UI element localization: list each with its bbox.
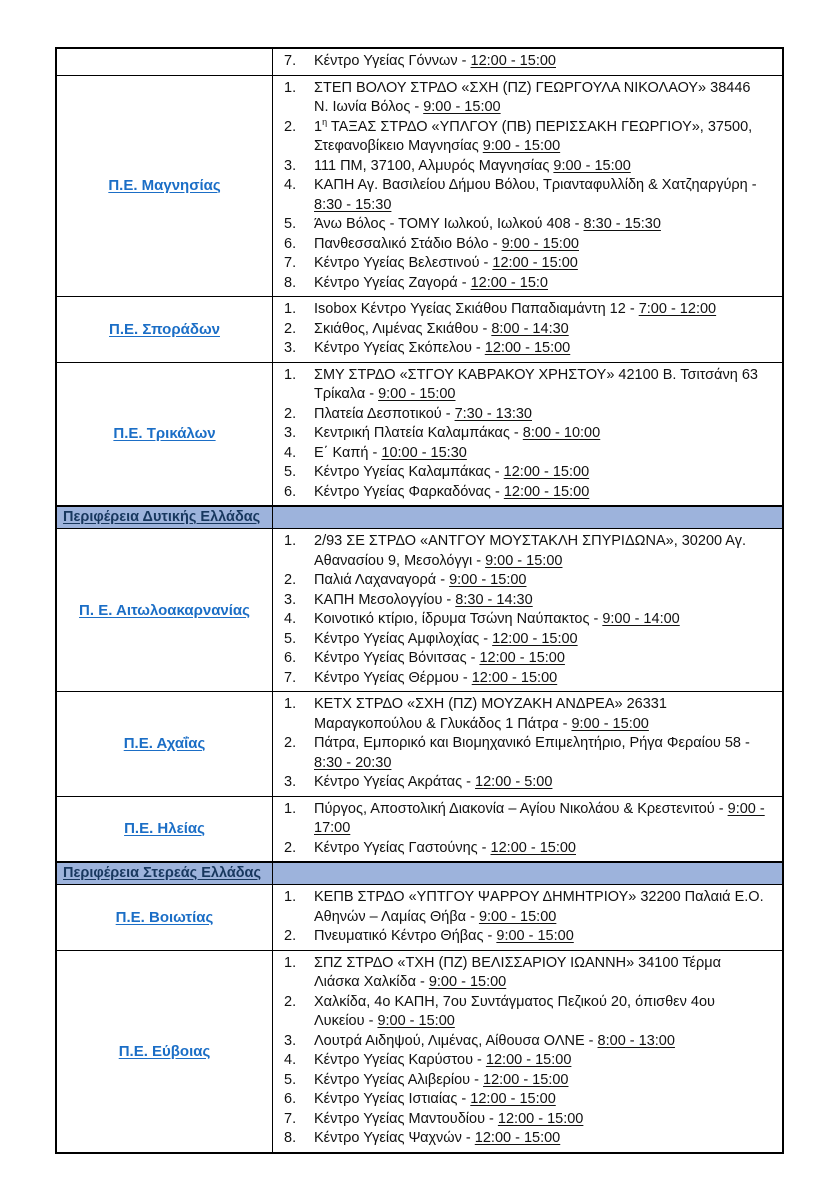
health-centers-table [55,47,784,1154]
list-item-text [314,254,776,274]
list-item [273,1051,776,1071]
list-item-text [314,839,776,859]
list-item-text [314,773,776,793]
list-item-text [314,79,776,118]
opening-hours: 9:00 - 15:00 [485,552,563,569]
location-text: ΚΕΤΧ ΣΤΡΔΟ «ΣΧΗ (ΠΖ) ΜΟΥΖΑΚΗ ΑΝΔΡΕΑ» 26331 Μαραγκοπούλου & Γλυκάδος 1 Πάτρα - [314,696,667,732]
list-item-text [314,630,776,650]
opening-hours: 12:00 - 5:00 [475,774,553,790]
region-header-spacer [273,863,782,884]
location-text: Κέντρο Υγείας Ζαγορά - [314,274,471,291]
list-item-number: 6. [284,235,297,252]
list-item-number: 2. [284,993,297,1010]
list-item [273,1071,776,1091]
list-item-number: 8. [284,274,297,291]
location-text: Κέντρο Υγείας Αλιβερίου - [314,1071,484,1088]
list-item [273,79,776,118]
list-item [273,366,776,405]
opening-hours: 9:00 - 17:00 [314,800,765,836]
list-item-number: 7. [284,1110,297,1127]
list-item-number: 3. [284,157,297,174]
opening-hours: 12:00 - 15:00 [503,483,590,500]
location-text: Κέντρο Υγείας Ακράτας - [314,774,476,790]
list-item-number: 1. [284,889,297,905]
location-text: Κέντρο Υγείας Καρύστου - [314,1052,486,1068]
list-item-number: 1. [284,301,297,317]
list-item [273,993,776,1032]
opening-hours: 12:00 - 15:00 [474,1130,561,1146]
location-text: Κέντρο Υγείας Ιστιαίας - [314,1091,471,1107]
region-header-cell [57,863,273,884]
list-item [273,215,776,235]
region-link[interactable]: Π.Ε. Μαγνησίας [108,177,221,195]
list-item [273,176,776,215]
list-item [273,405,776,425]
locations-list [273,797,782,862]
location-text: Κέντρο Υγείας Ψαχνών - [314,1130,475,1146]
region-name-cell [57,76,273,297]
list-item-text [314,649,776,669]
location-text: ΤΑΞΑΣ ΣΤΡΔΟ «ΥΠΛΓΟΥ (ΠΒ) ΠΕΡΙΣΣΑΚΗ ΓΕΩΡΓΙΟΥ», 37500, Στεφανοβίκειο Μαγνησίας [314,118,753,154]
list-item [273,800,776,839]
list-item-number: 5. [284,464,297,480]
list-item [273,571,776,591]
list-item-number: 3. [284,1032,297,1049]
location-text: 111 ΠΜ, 37100, Αλμυρός Μαγνησίας [314,157,554,174]
region-header-band [57,862,782,885]
region-row [57,363,782,507]
opening-hours: 12:00 - 15:00 [470,1091,556,1107]
region-header-label: Περιφέρεια Δυτικής Ελλάδας [63,509,261,525]
opening-hours: 8:00 - 14:30 [491,320,569,337]
location-text: ΚΑΠΗ Μεσολογγίου - [314,591,456,608]
opening-hours: 12:00 - 15:00 [492,255,578,271]
opening-hours: 12:00 - 15:00 [483,1071,569,1088]
opening-hours: 9:00 - 15:00 [496,928,574,944]
list-item-text [314,157,776,177]
opening-hours: 9:00 - 14:00 [602,611,680,627]
opening-hours: 8:00 - 10:00 [522,425,601,441]
list-item-text [314,954,776,993]
list-item-number: 3. [284,591,297,608]
list-item-number: 3. [284,340,297,356]
opening-hours: 9:00 - 15:00 [428,974,507,990]
region-link[interactable]: Π. Ε. Αιτωλοακαρνανίας [79,601,250,619]
opening-hours: 9:00 - 15:00 [377,1013,455,1029]
location-text: Χαλκίδα, 4ο ΚΑΠΗ, 7ου Συντάγματος Πεζικού 20, όπισθεν 4ου Λυκείου - [314,993,715,1029]
list-item-number: 4. [284,1052,297,1068]
list-item-number: 8. [284,1130,297,1146]
location-text: Κέντρο Υγείας Καλαμπάκας - [314,464,504,480]
list-item-number: 2. [284,839,297,856]
location-text: ΣΜΥ ΣΤΡΔΟ «ΣΤΓΟΥ ΚΑΒΡΑΚΟΥ ΧΡΗΣΤΟΥ» 42100 Β. Τσιτσάνη 63 Τρίκαλα - [314,366,758,402]
region-name-cell [57,363,273,506]
superscript-text: η [322,116,328,127]
list-item-number: 7. [284,53,297,69]
location-text: Κεντρική Πλατεία Καλαμπάκας - [314,425,523,441]
locations-list [273,297,782,362]
locations-list [273,76,782,297]
list-item-text [314,52,776,72]
list-item-number: 2. [284,405,297,422]
opening-hours: 9:00 - 15:00 [571,715,649,732]
region-row [57,951,782,1152]
list-item-number: 2. [284,928,297,944]
region-row [57,529,782,692]
location-text: ΚΑΠΗ Αγ. Βασιλείου Δήμου Βόλου, Τριανταφυλλίδη & Χατζηαργύρη - [314,177,757,193]
region-header-band [57,506,782,529]
list-item-text [314,300,776,320]
list-item-text [314,993,776,1032]
opening-hours: 7:00 - 12:00 [638,301,717,317]
opening-hours: 8:30 - 15:30 [583,216,661,232]
region-link[interactable]: Π.Ε. Εύβοιας [118,1042,211,1060]
region-name-cell [57,297,273,362]
location-text: Isobox Κέντρο Υγείας Σκιάθου Παπαδιαμάντη 12 - [314,301,639,317]
opening-hours: 9:00 - 15:00 [553,157,631,174]
opening-hours: 12:00 - 15:00 [503,464,590,480]
list-item [273,591,776,611]
opening-hours: 12:00 - 15:00 [484,340,571,356]
list-item-text [314,1032,776,1052]
region-name-cell [57,951,273,1152]
list-item-text [314,927,776,947]
list-item-number: 1. [284,696,297,712]
list-item [273,1129,776,1149]
list-item-text [314,483,776,503]
region-name-cell [57,885,273,950]
list-item-text [314,320,776,340]
region-link[interactable]: Π.Ε. Ηλείας [124,820,205,838]
list-item-text [314,888,776,927]
location-text: Κέντρο Υγείας Φαρκαδόνας - [314,483,504,500]
location-text: Κοινοτικό κτίριο, ίδρυμα Τσώνη Ναύπακτος - [314,611,603,627]
list-item-text [314,591,776,611]
location-text: Ε΄ Καπή - [314,444,382,461]
list-item-number: 6. [284,650,297,666]
location-text: 2/93 ΣΕ ΣΤΡΔΟ «ΑΝΤΓΟΥ ΜΟΥΣΤΑΚΛΗ ΣΠΥΡΙΔΩΝΑ», 30200 Αγ. Αθανασίου 9, Μεσολόγγι - [314,533,746,569]
list-item-number: 2. [284,118,297,135]
list-item [273,773,776,793]
list-item-text [314,463,776,483]
location-text: Κέντρο Υγείας Σκόπελου - [314,340,485,356]
opening-hours: 12:00 - 15:00 [471,669,558,686]
list-item-text [314,444,776,464]
list-item-text [314,1110,776,1130]
list-item-number: 4. [284,444,297,461]
list-item [273,235,776,255]
opening-hours: 12:00 - 15:0 [470,274,548,291]
location-text: 1 [314,118,323,135]
region-row [57,49,782,76]
list-item [273,927,776,947]
region-header-label: Περιφέρεια Στερεάς Ελλάδας [63,865,262,881]
location-text: Πάτρα, Εμπορικό και Βιομηχανικό Επιμελητήριο, Ρήγα Φεραίου 58 - [314,735,750,751]
list-item-text [314,1129,776,1149]
list-item-text [314,571,776,591]
list-item [273,669,776,689]
location-text: ΣΠΖ ΣΤΡΔΟ «ΤΧΗ (ΠΖ) ΒΕΛΙΣΣΑΡΙΟΥ ΙΩΑΝΝΗ» 34100 Τέρμα Λιάσκα Χαλκίδα - [314,954,721,990]
opening-hours: 9:00 - 15:00 [423,99,501,115]
locations-list [273,49,782,75]
list-item-number: 4. [284,611,297,627]
region-name-cell [57,49,273,75]
locations-list [273,363,782,506]
opening-hours: 9:00 - 15:00 [378,386,456,402]
region-row [57,76,782,298]
locations-list [273,951,782,1152]
location-text: Κέντρο Υγείας Θέρμου - [314,669,472,686]
list-item-number: 5. [284,630,297,647]
opening-hours: 12:00 - 15:00 [497,1110,584,1127]
location-text: Παλιά Λαχαναγορά - [314,572,450,588]
list-item-text [314,1090,776,1110]
list-item [273,483,776,503]
location-text: Πλατεία Δεσποτικού - [314,405,455,422]
list-item-text [314,118,776,157]
location-text: ΣΤΕΠ ΒΟΛΟΥ ΣΤΡΔΟ «ΣΧΗ (ΠΖ) ΓΕΩΡΓΟΥΛΑ ΝΙΚΟΛΑΟΥ» 38446 Ν. Ιωνία Βόλος - [314,79,751,115]
region-row [57,297,782,363]
list-item [273,300,776,320]
opening-hours: 12:00 - 15:00 [492,630,578,647]
location-text: Κέντρο Υγείας Γόννων - [314,53,471,69]
list-item [273,52,776,72]
list-item-text [314,274,776,294]
list-item [273,1032,776,1052]
list-item [273,734,776,773]
region-name-cell [57,529,273,691]
list-item-number: 1. [284,954,297,971]
list-item-text [314,800,776,839]
location-text: Σκιάθος, Λιμένας Σκιάθου - [314,320,492,337]
location-text: Κέντρο Υγείας Βόνιτσας - [314,650,480,666]
region-name-cell [57,797,273,862]
opening-hours: 9:00 - 15:00 [482,138,561,154]
list-item [273,444,776,464]
list-item [273,463,776,483]
list-item-text [314,610,776,630]
opening-hours: 8:30 - 14:30 [455,591,533,608]
list-item-text [314,1051,776,1071]
location-text: Κέντρο Υγείας Βελεστινού - [314,255,493,271]
opening-hours: 9:00 - 15:00 [449,572,527,588]
region-row [57,885,782,951]
list-item [273,254,776,274]
location-text: Λουτρά Αιδηψού, Λιμένας, Αίθουσα ΟΛΝΕ - [314,1032,598,1049]
list-item [273,274,776,294]
list-item-number: 6. [284,483,297,500]
region-link[interactable]: Π.Ε. Βοιωτίας [115,908,214,926]
locations-list [273,692,782,796]
opening-hours: 12:00 - 15:00 [490,839,576,856]
list-item-text [314,424,776,444]
list-item-text [314,734,776,773]
list-item-text [314,405,776,425]
list-item-text [314,695,776,734]
list-item-number: 2. [284,572,297,588]
location-text: Πανθεσσαλικό Στάδιο Βόλο - [314,235,502,252]
list-item-number: 1. [284,800,297,817]
list-item [273,118,776,157]
opening-hours: 8:30 - 15:30 [314,196,392,213]
opening-hours: 12:00 - 15:00 [470,53,556,69]
list-item-number: 5. [284,1071,297,1088]
list-item-number: 2. [284,735,297,751]
list-item-number: 1. [284,366,297,383]
list-item-text [314,669,776,689]
region-row [57,797,782,863]
list-item [273,320,776,340]
list-item [273,610,776,630]
list-item [273,157,776,177]
region-link[interactable]: Π.Ε. Σποράδων [109,320,220,338]
location-text: ΚΕΠΒ ΣΤΡΔΟ «ΥΠΤΓΟΥ ΨΑΡΡΟΥ ΔΗΜΗΤΡΙΟΥ» 32200 Παλαιά Ε.Ο. Αθηνών – Λαμίας Θήβα - [314,889,764,925]
list-item-text [314,1071,776,1091]
location-text: Κέντρο Υγείας Αμφιλοχίας - [314,630,493,647]
list-item-text [314,235,776,255]
region-row [57,692,782,797]
opening-hours: 10:00 - 15:30 [381,444,467,461]
opening-hours: 8:30 - 20:30 [314,754,392,771]
list-item [273,1090,776,1110]
list-item [273,630,776,650]
list-item [273,339,776,359]
list-item-number: 3. [284,425,297,441]
opening-hours: 8:00 - 13:00 [597,1032,675,1049]
list-item [273,424,776,444]
list-item [273,1110,776,1130]
list-item-text [314,215,776,235]
region-name-cell [57,692,273,796]
region-link[interactable]: Π.Ε. Τρικάλων [113,425,216,443]
opening-hours: 12:00 - 15:00 [485,1052,572,1068]
list-item [273,954,776,993]
locations-list [273,529,782,691]
location-text: Πύργος, Αποστολική Διακονία – Αγίου Νικολάου & Κρεστενιτού - [314,800,728,817]
opening-hours: 9:00 - 15:00 [501,235,579,252]
list-item-number: 3. [284,774,297,790]
list-item [273,532,776,571]
list-item [273,695,776,734]
opening-hours: 12:00 - 15:00 [479,650,565,666]
location-text: Πνευματικό Κέντρο Θήβας - [314,928,497,944]
list-item-number: 4. [284,177,297,193]
opening-hours: 7:30 - 13:30 [454,405,532,422]
list-item [273,649,776,669]
list-item-text [314,176,776,215]
region-header-cell [57,507,273,528]
region-link[interactable]: Π.Ε. Αχαΐας [123,735,206,753]
list-item [273,839,776,859]
list-item-number: 6. [284,1091,297,1107]
list-item-number: 7. [284,669,297,686]
location-text: Κέντρο Υγείας Μαντουδίου - [314,1110,498,1127]
list-item-text [314,532,776,571]
location-text: Άνω Βόλος - ΤΟΜΥ Ιωλκού, Ιωλκού 408 - [314,216,584,232]
region-header-spacer [273,507,782,528]
location-text: Κέντρο Υγείας Γαστούνης - [314,839,491,856]
list-item-number: 7. [284,255,297,271]
list-item-number: 2. [284,320,297,337]
list-item-text [314,339,776,359]
list-item-number: 1. [284,533,297,549]
list-item [273,888,776,927]
opening-hours: 9:00 - 15:00 [478,908,557,925]
locations-list [273,885,782,950]
list-item-text [314,366,776,405]
list-item-number: 1. [284,79,297,96]
list-item-number: 5. [284,216,297,232]
